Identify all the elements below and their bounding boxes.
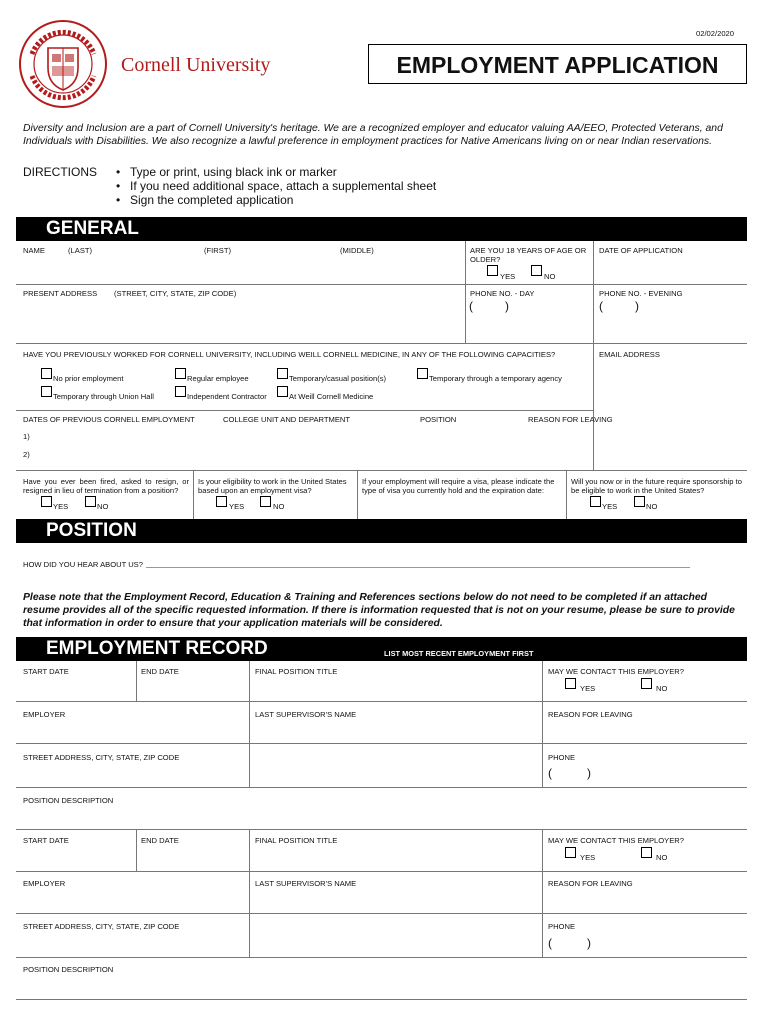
page-title: EMPLOYMENT APPLICATION xyxy=(396,52,719,78)
capacity-temporary-casual-checkbox[interactable] xyxy=(277,368,288,379)
dates-previous-label: DATES OF PREVIOUS CORNELL EMPLOYMENT xyxy=(23,415,195,424)
direction-item-3: • Sign the completed application xyxy=(116,193,294,207)
emp1-end-date-label: END DATE xyxy=(141,667,179,676)
direction-item-1: • Type or print, using black ink or marker xyxy=(116,165,337,179)
emp1-contact-no-checkbox[interactable] xyxy=(641,678,652,689)
previous-row-1: 1) xyxy=(23,432,30,441)
fired-no-label: NO xyxy=(97,502,109,511)
eligibility-yes-checkbox[interactable] xyxy=(216,496,227,507)
emp2-street-label: STREET ADDRESS, CITY, STATE, ZIP CODE xyxy=(23,922,180,931)
emp1-phone-close-paren: ) xyxy=(587,766,591,780)
emp1-phone-open-paren: ( xyxy=(548,766,552,780)
fired-yes-checkbox[interactable] xyxy=(41,496,52,507)
reason-leaving-label: REASON FOR LEAVING xyxy=(528,415,613,424)
phone-eve-close-paren: ) xyxy=(635,299,639,313)
emp2-contact-no-label: NO xyxy=(656,853,668,862)
sponsorship-yes-label: YES xyxy=(602,502,618,511)
visa-eligibility-question: Is your eligibility to work in the United States based upon an employment visa? xyxy=(198,477,347,495)
sponsorship-no-checkbox[interactable] xyxy=(634,496,645,507)
phone-day-close-paren: ) xyxy=(505,299,509,313)
eligibility-no-label: NO xyxy=(273,502,285,511)
eligibility-yes-label: YES xyxy=(229,502,245,511)
emp1-phone-label: PHONE xyxy=(548,753,576,762)
emp2-phone-close-paren: ) xyxy=(587,936,591,950)
capacity-no-prior-label: No prior employment xyxy=(53,374,124,383)
capacity-union-hall-checkbox[interactable] xyxy=(41,386,52,397)
directions-list xyxy=(116,165,436,207)
previous-worked-question: HAVE YOU PREVIOUSLY WORKED FOR CORNELL UNIVERSITY, INCLUDING WEILL CORNELL MEDICINE, IN ANY OF THE FOLLOWING CAPACITIES? xyxy=(23,350,556,359)
name-middle-label: (MIDDLE) xyxy=(340,246,374,255)
sponsorship-no-label: NO xyxy=(646,502,658,511)
general-heading-band xyxy=(16,217,747,241)
emp1-street-label: STREET ADDRESS, CITY, STATE, ZIP CODE xyxy=(23,753,180,762)
intro-text: Diversity and Inclusion are a part of Cornell University's heritage. We are a recognized employer and educator valuing AA/EEO, Protected Veterans, and Individuals with Disabilities. We also recognize a lawful preference in employment practices for Native Americans living on or near Indian reservations. xyxy=(23,123,723,147)
age-no-label: NO xyxy=(544,272,556,281)
capacity-regular-label: Regular employee xyxy=(187,374,249,383)
date-of-application-label: DATE OF APPLICATION xyxy=(599,246,683,255)
capacity-regular-checkbox[interactable] xyxy=(175,368,186,379)
employment-heading-band xyxy=(16,637,747,661)
emp1-contact-label: MAY WE CONTACT THIS EMPLOYER? xyxy=(548,667,685,676)
emp1-supervisor-label: LAST SUPERVISOR'S NAME xyxy=(255,710,357,719)
emp1-contact-no-label: NO xyxy=(656,684,668,693)
general-heading: GENERAL xyxy=(46,218,139,239)
capacity-temporary-casual-label: Temporary/casual position(s) xyxy=(289,374,387,383)
employment-subheading: LIST MOST RECENT EMPLOYMENT FIRST xyxy=(384,649,534,658)
sponsorship-question: Will you now or in the future require sponsorship to be eligible to work in the United States? xyxy=(571,477,742,495)
emp2-supervisor-label: LAST SUPERVISOR'S NAME xyxy=(255,879,357,888)
how-heard-line[interactable] xyxy=(146,567,690,568)
capacity-weill-label: At Weill Cornell Medicine xyxy=(289,392,374,401)
emp2-start-date-label: START DATE xyxy=(23,836,69,845)
directions-label: DIRECTIONS xyxy=(23,165,98,179)
emp2-employer-label: EMPLOYER xyxy=(23,879,66,888)
phone-evening-label: PHONE NO. - EVENING xyxy=(599,289,683,298)
name-first-label: (FIRST) xyxy=(204,246,231,255)
phone-day-label: PHONE NO. - DAY xyxy=(470,289,535,298)
capacity-contractor-label: Independent Contractor xyxy=(187,392,267,401)
capacity-union-hall-label: Temporary through Union Hall xyxy=(53,392,154,401)
address-hint: (STREET, CITY, STATE, ZIP CODE) xyxy=(114,289,237,298)
age-yes-checkbox[interactable] xyxy=(487,265,498,276)
emp2-contact-yes-checkbox[interactable] xyxy=(565,847,576,858)
cornell-wordmark: Cornell University xyxy=(121,54,271,76)
fired-yes-label: YES xyxy=(53,502,69,511)
emp2-reason-label: REASON FOR LEAVING xyxy=(548,879,633,888)
visa-type-question: If your employment will require a visa, please indicate the type of visa you currently hold and the expiration date: xyxy=(362,477,555,495)
direction-item-2: • If you need additional space, attach a supplemental sheet xyxy=(116,179,437,193)
employment-heading: EMPLOYMENT RECORD xyxy=(46,638,268,659)
age-no-checkbox[interactable] xyxy=(531,265,542,276)
college-unit-label: COLLEGE UNIT AND DEPARTMENT xyxy=(223,415,351,424)
sponsorship-yes-checkbox[interactable] xyxy=(590,496,601,507)
emp1-description-label: POSITION DESCRIPTION xyxy=(23,796,114,805)
fired-no-checkbox[interactable] xyxy=(85,496,96,507)
emp1-final-title-label: FINAL POSITION TITLE xyxy=(255,667,338,676)
present-address-label: PRESENT ADDRESS xyxy=(23,289,98,298)
capacity-weill-checkbox[interactable] xyxy=(277,386,288,397)
capacity-no-prior-checkbox[interactable] xyxy=(41,368,52,379)
emp1-start-date-label: START DATE xyxy=(23,667,69,676)
position-heading: POSITION xyxy=(46,520,137,541)
eligibility-no-checkbox[interactable] xyxy=(260,496,271,507)
phone-eve-open-paren: ( xyxy=(599,299,603,313)
emp2-description-label: POSITION DESCRIPTION xyxy=(23,965,114,974)
how-heard-label: HOW DID YOU HEAR ABOUT US? xyxy=(23,560,143,569)
capacity-contractor-checkbox[interactable] xyxy=(175,386,186,397)
document-date: 02/02/2020 xyxy=(696,29,735,38)
fired-question: Have you ever been fired, asked to resign, or resigned in lieu of termination from a position? xyxy=(23,477,189,495)
emp2-contact-yes-label: YES xyxy=(580,853,596,862)
emp1-contact-yes-checkbox[interactable] xyxy=(565,678,576,689)
cornell-seal-logo xyxy=(18,18,108,110)
emp2-contact-label: MAY WE CONTACT THIS EMPLOYER? xyxy=(548,836,685,845)
age-yes-label: YES xyxy=(500,272,516,281)
capacity-temp-agency-checkbox[interactable] xyxy=(417,368,428,379)
emp2-end-date-label: END DATE xyxy=(141,836,179,845)
position-label: POSITION xyxy=(420,415,457,424)
age-question: ARE YOU 18 YEARS OF AGE OR OLDER? xyxy=(470,246,587,264)
capacity-temp-agency-label: Temporary through a temporary agency xyxy=(429,374,562,383)
emp2-final-title-label: FINAL POSITION TITLE xyxy=(255,836,338,845)
email-address-label: EMAIL ADDRESS xyxy=(599,350,660,359)
emp2-phone-open-paren: ( xyxy=(548,936,552,950)
title-box xyxy=(368,44,747,84)
emp1-reason-label: REASON FOR LEAVING xyxy=(548,710,633,719)
emp2-phone-label: PHONE xyxy=(548,922,576,931)
previous-row-2: 2) xyxy=(23,450,30,459)
name-label: NAME xyxy=(23,246,45,255)
position-heading-band xyxy=(16,519,747,543)
emp1-employer-label: EMPLOYER xyxy=(23,710,66,719)
phone-day-open-paren: ( xyxy=(469,299,473,313)
name-last-label: (LAST) xyxy=(68,246,93,255)
emp2-contact-no-checkbox[interactable] xyxy=(641,847,652,858)
emp1-contact-yes-label: YES xyxy=(580,684,596,693)
resume-note: Please note that the Employment Record, Education & Training and References sections below do not need to be completed if an attached resume provides all of the specific requested information. If there is information requested that is not on your resume, please be sure to provide that information in order to ensure that your application materials will be considered. xyxy=(23,592,735,629)
